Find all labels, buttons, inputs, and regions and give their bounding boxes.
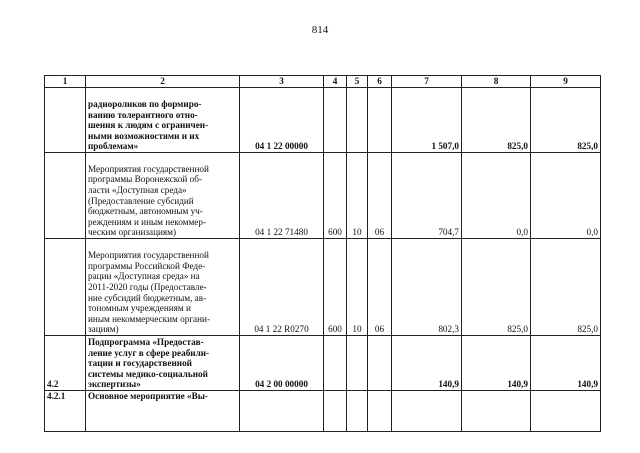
expense-type [324, 391, 347, 432]
section-code [347, 391, 368, 432]
column-header: 8 [462, 76, 531, 88]
budget-code: 04 1 22 R0270 [240, 239, 324, 336]
item-name: Основное мероприятие «Вы- [86, 391, 240, 432]
column-header: 2 [86, 76, 240, 88]
expense-type [324, 336, 347, 391]
amount-year-3: 825,0 [531, 88, 601, 153]
amount-year-2: 140,9 [462, 336, 531, 391]
item-name: Мероприятия государственной программы Воронежской об- ласти «Доступная среда» (Предоставление субсидий бюджетным, автономным уч- реждениям и иным некоммер- ческим организациям) [86, 153, 240, 239]
item-number [45, 153, 86, 239]
amount-year-1: 1 507,0 [392, 88, 462, 153]
subsection-code [368, 391, 392, 432]
table-row [45, 336, 601, 391]
item-number [45, 239, 86, 336]
item-name: Мероприятия государственной программы Российской Феде- рации «Доступная среда» на 2011-2020 годы (Предоставле- ние субсидий бюджетным, ав- тономным учреждениям и иным некоммерческим органи- зациям) [86, 239, 240, 336]
subsection-code [368, 88, 392, 153]
table-header-row [45, 76, 601, 88]
amount-year-1 [392, 391, 462, 432]
amount-year-3 [531, 391, 601, 432]
section-code: 10 [347, 153, 368, 239]
amount-year-2: 825,0 [462, 239, 531, 336]
amount-year-2: 825,0 [462, 88, 531, 153]
amount-year-3: 140,9 [531, 336, 601, 391]
amount-year-1: 802,3 [392, 239, 462, 336]
subsection-code [368, 336, 392, 391]
column-header: 9 [531, 76, 601, 88]
column-header: 7 [392, 76, 462, 88]
subsection-code: 06 [368, 239, 392, 336]
section-code [347, 336, 368, 391]
amount-year-2 [462, 391, 531, 432]
item-name: Подпрограмма «Предостав- ление услуг в сфере реабили- тации и государственной системы медико-социальной экспертизы» [86, 336, 240, 391]
amount-year-1: 140,9 [392, 336, 462, 391]
item-name: радиороликов по формиро- ванию толерантного отно- шения к людям с ограничен- ными возможностями и их проблемам» [86, 88, 240, 153]
column-header: 4 [324, 76, 347, 88]
subsection-code: 06 [368, 153, 392, 239]
expense-type [324, 88, 347, 153]
table-row [45, 239, 601, 336]
table-row [45, 88, 601, 153]
item-number: 4.2.1 [45, 391, 86, 432]
item-number: 4.2 [45, 336, 86, 391]
expense-type: 600 [324, 153, 347, 239]
table-row [45, 391, 601, 432]
budget-code: 04 1 22 71480 [240, 153, 324, 239]
amount-year-3: 0,0 [531, 153, 601, 239]
table-row [45, 153, 601, 239]
column-header: 5 [347, 76, 368, 88]
page-number: 814 [311, 24, 329, 36]
column-header: 1 [45, 76, 86, 88]
amount-year-1: 704,7 [392, 153, 462, 239]
budget-code [240, 391, 324, 432]
budget-code: 04 1 22 00000 [240, 88, 324, 153]
expense-type: 600 [324, 239, 347, 336]
budget-code: 04 2 00 00000 [240, 336, 324, 391]
amount-year-3: 825,0 [531, 239, 601, 336]
item-number [45, 88, 86, 153]
section-code [347, 88, 368, 153]
amount-year-2: 0,0 [462, 153, 531, 239]
section-code: 10 [347, 239, 368, 336]
budget-table [44, 75, 601, 432]
column-header: 6 [368, 76, 392, 88]
column-header: 3 [240, 76, 324, 88]
